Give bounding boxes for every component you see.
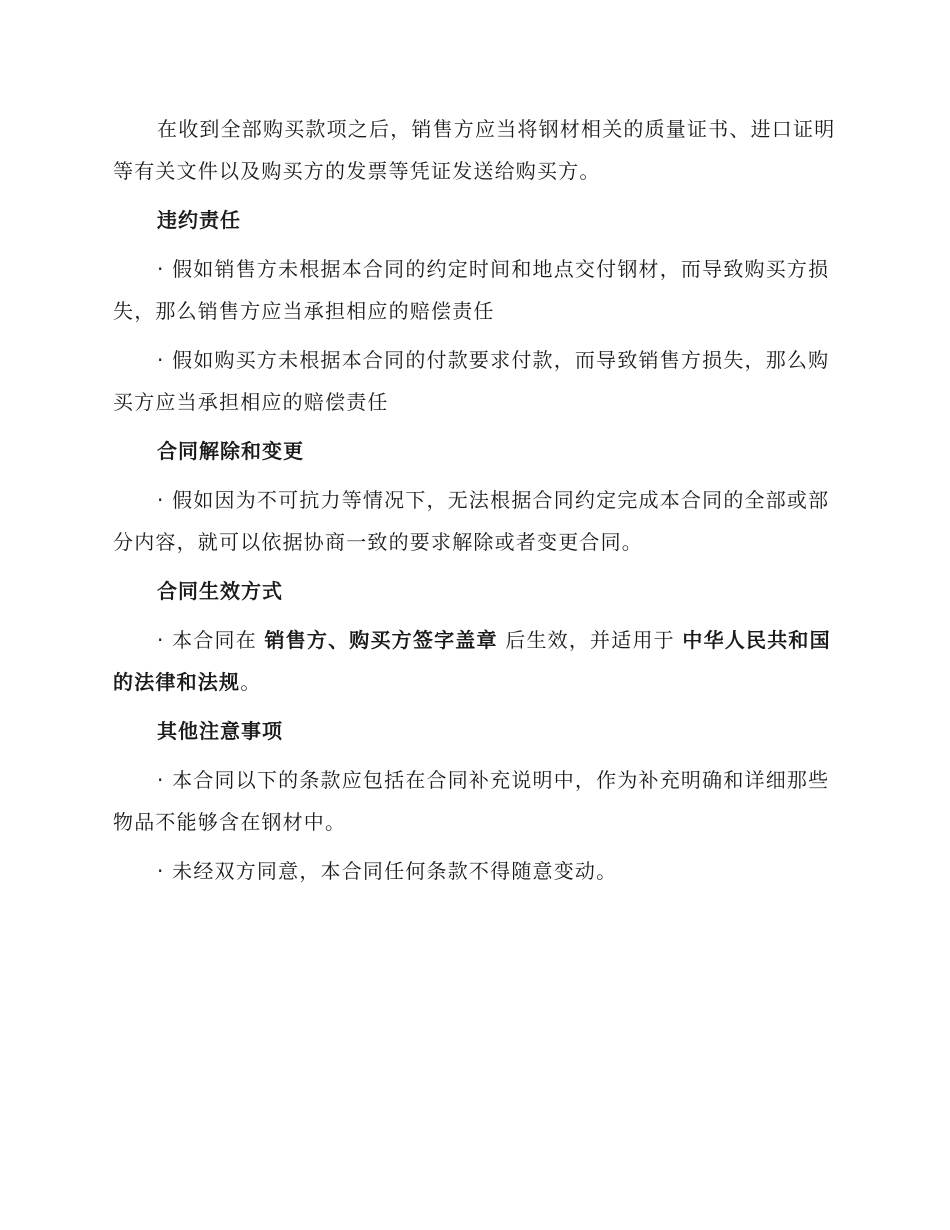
section-heading-other: 其他注意事项 bbox=[157, 719, 283, 743]
effect-governing-law: 中华人民共和国的法律和法规 bbox=[113, 628, 831, 694]
section-heading-effect: 合同生效方式 bbox=[157, 579, 283, 603]
effect-prefix: · 本合同在 bbox=[157, 628, 265, 652]
intro-paragraph: 在收到全部购买款项之后，销售方应当将钢材相关的质量证书、进口证明等有关文件以及购买方的发票等凭证发送给购买方。 bbox=[113, 117, 836, 183]
other-item-no-change: · 未经双方同意，本合同任何条款不得随意变动。 bbox=[157, 859, 618, 883]
termination-item: · 假如因为不可抗力等情况下，无法根据合同约定完成本合同的全部或部分内容，就可以依据协商一致的要求解除或者变更合同。 bbox=[113, 488, 830, 554]
effect-suffix: 。 bbox=[240, 670, 262, 694]
effect-item bbox=[113, 619, 838, 703]
section-heading-termination: 合同解除和变更 bbox=[157, 439, 304, 463]
section-heading-breach: 违约责任 bbox=[157, 208, 241, 232]
effect-signing-parties: 销售方、购买方签字盖章 bbox=[264, 628, 498, 652]
breach-item-seller: · 假如销售方未根据本合同的约定时间和地点交付钢材，而导致购买方损失，那么销售方应当承担相应的赔偿责任 bbox=[113, 257, 830, 323]
document-page bbox=[113, 108, 838, 899]
other-item-supplement: · 本合同以下的条款应包括在合同补充说明中，作为补充明确和详细那些物品不能够含在钢材中。 bbox=[113, 768, 830, 834]
effect-middle: 后生效，并适用于 bbox=[497, 628, 683, 652]
breach-item-buyer: · 假如购买方未根据本合同的付款要求付款，而导致销售方损失，那么购买方应当承担相应的赔偿责任 bbox=[113, 348, 830, 414]
